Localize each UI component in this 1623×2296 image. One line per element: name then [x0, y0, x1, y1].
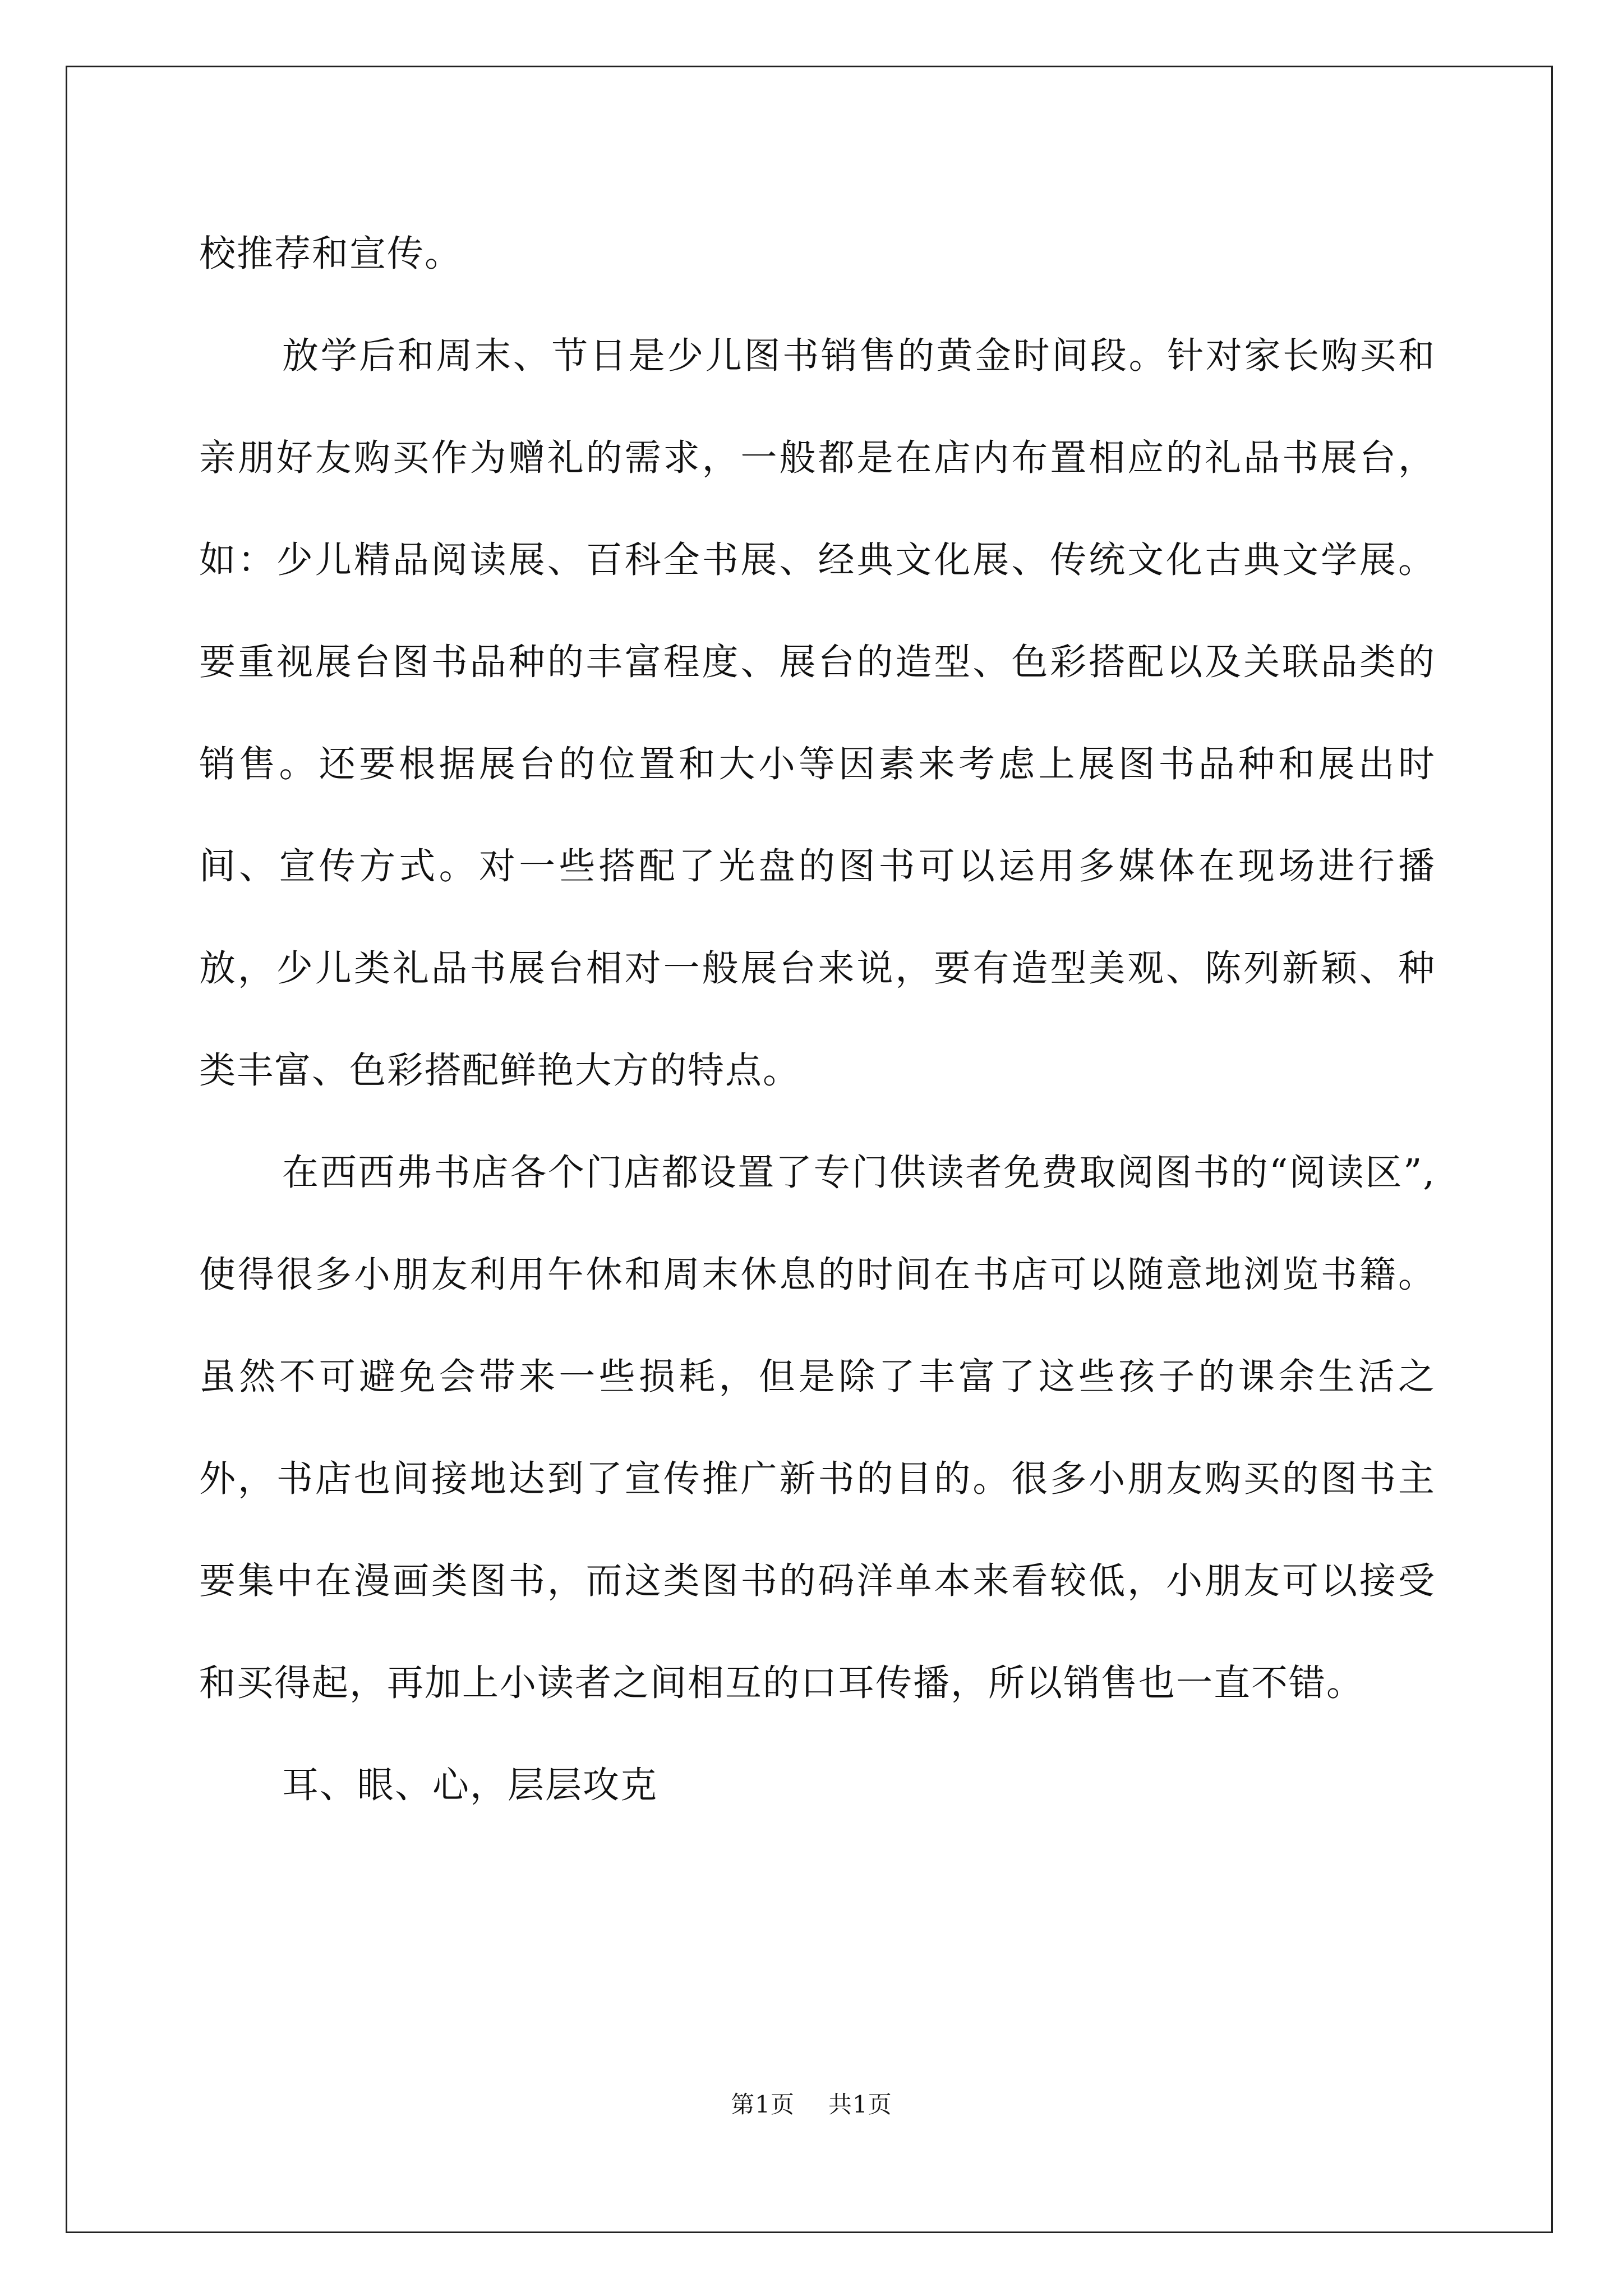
paragraph-gift-display: 放学后和周末、节日是少儿图书销售的黄金时间段。针对家长购买和亲朋好友购买作为赠礼的需求，一般都是在店内布置相应的礼品书展台，如：少儿精品阅读展、百科全书展、经典文化展、传统文化古典文学展。要重视展台图书品种的丰富程度、展台的造型、色彩搭配以及关联品类的销售。还要根据展台的位置和大小等因素来考虑上展图书品种和展出时间、宣传方式。对一些搭配了光盘的图书可以运用多媒体在现场进行播放，少儿类礼品书展台相对一般展台来说，要有造型美观、陈列新颖、种类丰富、色彩搭配鲜艳大方的特点。	[199, 335, 1436, 1092]
paragraph-continuation: 校推荐和宣传。	[199, 233, 463, 275]
section-heading: 耳、眼、心，层层攻克	[282, 1764, 658, 1806]
page-footer	[0, 2088, 1623, 2122]
page-total: 共1页	[828, 2091, 892, 2118]
paragraph-reading-area: 在西西弗书店各个门店都设置了专门供读者免费取阅图书的“阅读区”,使得很多小朋友利用午休和周末休息的时间在书店可以随意地浏览书籍。虽然不可避免会带来一些损耗，但是除了丰富了这些孩子的课余生活之外，书店也间接地达到了宣传推广新书的目的。很多小朋友购买的图书主要集中在漫画类图书，而这类图书的码洋单本来看较低，小朋友可以接受和买得起，再加上小读者之间相互的口耳传播，所以销售也一直不错。	[199, 1152, 1436, 1704]
page-number: 第1页	[731, 2091, 795, 2118]
document-body	[199, 203, 1436, 1837]
